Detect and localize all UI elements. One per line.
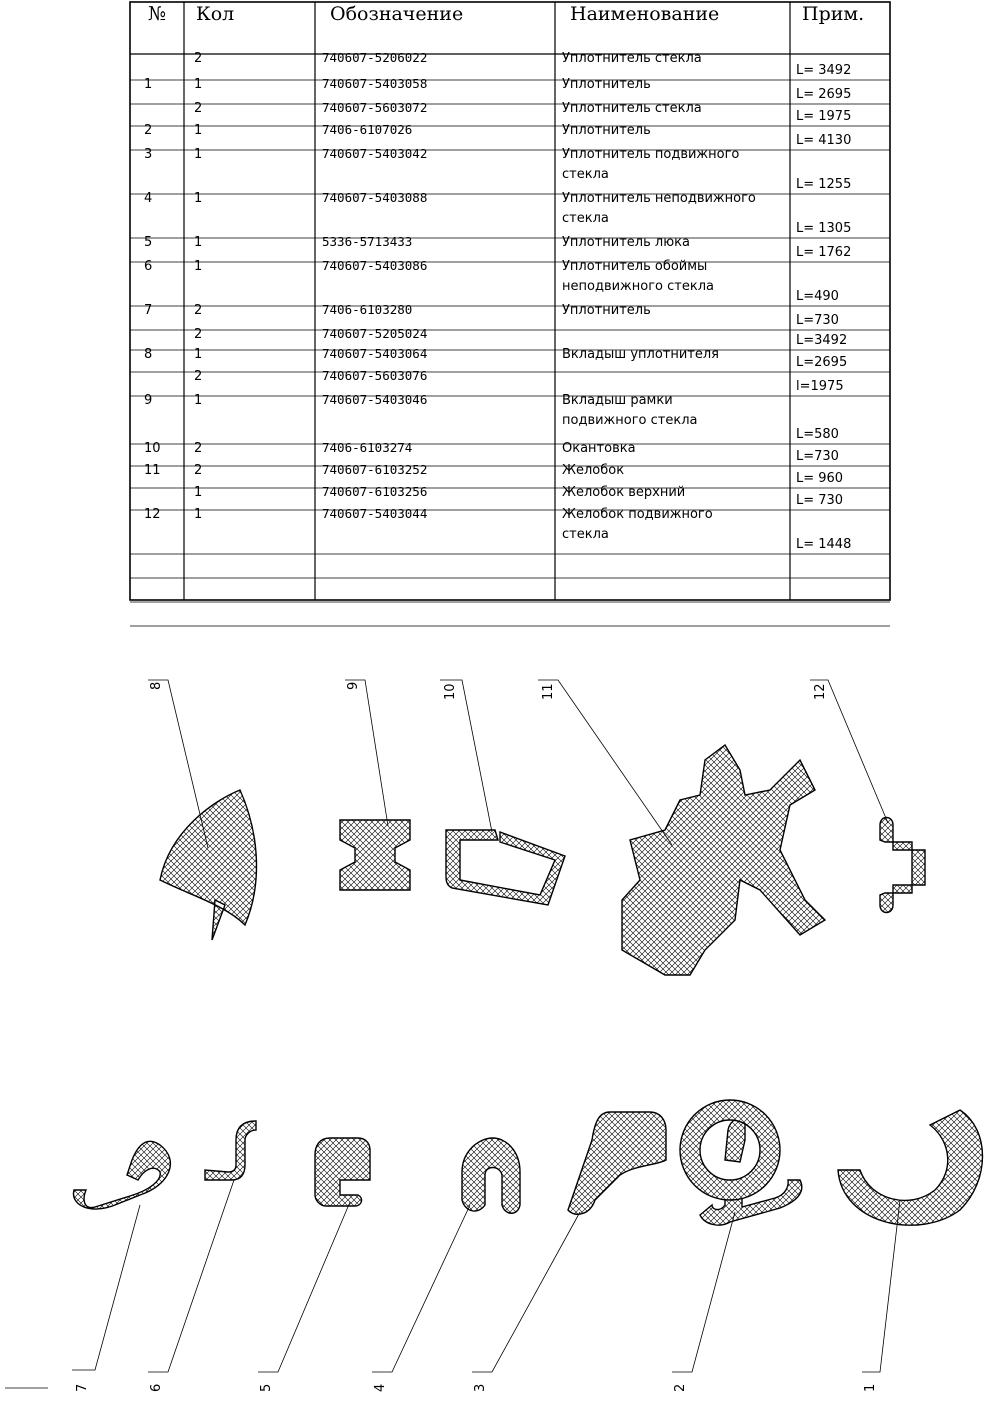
row-2-designation: 740607-5603072 <box>322 100 428 115</box>
row-13-qty: 2 <box>194 441 203 456</box>
row-5-name-0: Уплотнитель неподвижного <box>562 191 756 206</box>
profile-9-shape <box>340 820 410 890</box>
row-7-qty: 1 <box>194 259 203 274</box>
row-15-designation: 740607-6103256 <box>322 484 428 499</box>
callout-11: 11 <box>541 683 556 700</box>
row-6-note: L= 1762 <box>796 245 852 260</box>
row-3-no: 2 <box>144 123 153 138</box>
row-4-name-1: стекла <box>562 167 609 182</box>
callout-12: 12 <box>813 683 828 700</box>
leader-lines <box>5 680 900 1388</box>
row-1-no: 1 <box>144 77 153 92</box>
profile-1-shape <box>838 1110 983 1225</box>
row-10-note: L=2695 <box>796 355 848 370</box>
row-15-qty: 1 <box>194 485 203 500</box>
row-11-note: l=1975 <box>796 379 844 394</box>
row-1-qty: 1 <box>194 77 203 92</box>
row-10-no: 8 <box>144 347 153 362</box>
row-9-designation: 740607-5205024 <box>322 326 428 341</box>
callout-1: 1 <box>863 1383 878 1392</box>
row-7-no: 6 <box>144 259 153 274</box>
row-14-no: 11 <box>144 463 161 478</box>
row-8-qty: 2 <box>194 303 203 318</box>
row-3-designation: 7406-6107026 <box>322 122 413 137</box>
row-5-note: L= 1305 <box>796 221 852 236</box>
row-14-name-0: Желобок <box>562 463 625 478</box>
header-designation: Обозначение <box>330 3 464 25</box>
header-no: № <box>148 3 166 25</box>
row-13-no: 10 <box>144 441 161 456</box>
row-1-name-0: Уплотнитель <box>562 77 651 92</box>
profiles <box>73 745 982 1225</box>
row-12-name-0: Вкладыш рамки <box>562 393 673 408</box>
profile-11-shape <box>622 745 825 975</box>
row-9-note: L=3492 <box>796 333 848 348</box>
row-6-no: 5 <box>144 235 153 250</box>
row-12-note: L=580 <box>796 427 839 442</box>
row-6-name-0: Уплотнитель люка <box>562 235 690 250</box>
callout-6: 6 <box>149 1383 164 1392</box>
row-9-qty: 2 <box>194 327 203 342</box>
row-0-qty: 2 <box>194 51 203 66</box>
callout-10: 10 <box>443 683 458 700</box>
profile-4-shape <box>462 1138 520 1213</box>
header-name: Наименование <box>570 3 720 25</box>
row-4-designation: 740607-5403042 <box>322 146 428 161</box>
row-16-qty: 1 <box>194 507 203 522</box>
row-2-note: L= 1975 <box>796 109 852 124</box>
row-5-no: 4 <box>144 191 153 206</box>
row-16-note: L= 1448 <box>796 537 852 552</box>
row-12-designation: 740607-5403046 <box>322 392 428 407</box>
row-0-designation: 740607-5206022 <box>322 50 428 65</box>
row-0-name-0: Уплотнитель стекла <box>562 51 702 66</box>
row-4-no: 3 <box>144 147 153 162</box>
callout-8: 8 <box>149 681 164 690</box>
callout-4: 4 <box>373 1383 388 1392</box>
row-6-designation: 5336-5713433 <box>322 234 413 249</box>
row-0-note: L= 3492 <box>796 63 852 78</box>
row-14-qty: 2 <box>194 463 203 478</box>
row-12-qty: 1 <box>194 393 203 408</box>
profile-5-shape <box>315 1138 370 1206</box>
row-15-note: L= 730 <box>796 493 844 508</box>
callout-9: 9 <box>346 681 361 690</box>
row-4-qty: 1 <box>194 147 203 162</box>
row-10-designation: 740607-5403064 <box>322 346 428 361</box>
callouts <box>75 682 878 1392</box>
profile-10-shape <box>446 830 565 905</box>
row-1-note: L= 2695 <box>796 87 852 102</box>
row-16-name-1: стекла <box>562 527 609 542</box>
row-4-name-0: Уплотнитель подвижного <box>562 147 740 162</box>
callout-7: 7 <box>75 1383 90 1392</box>
row-8-designation: 7406-6103280 <box>322 302 413 317</box>
callout-3: 3 <box>473 1383 488 1392</box>
row-6-qty: 1 <box>194 235 203 250</box>
row-16-name-0: Желобок подвижного <box>562 507 713 522</box>
row-13-designation: 7406-6103274 <box>322 440 413 455</box>
row-16-no: 12 <box>144 507 161 522</box>
row-2-qty: 2 <box>194 101 203 116</box>
row-1-designation: 740607-5403058 <box>322 76 428 91</box>
row-16-designation: 740607-5403044 <box>322 506 428 521</box>
row-14-note: L= 960 <box>796 471 844 486</box>
row-3-name-0: Уплотнитель <box>562 123 651 138</box>
row-5-qty: 1 <box>194 191 203 206</box>
row-5-name-1: стекла <box>562 211 609 226</box>
profile-12-shape <box>880 818 925 913</box>
header-qty: Кол <box>196 3 235 25</box>
row-10-qty: 1 <box>194 347 203 362</box>
row-8-name-0: Уплотнитель <box>562 303 651 318</box>
row-7-name-0: Уплотнитель обоймы <box>562 259 708 274</box>
row-7-name-1: неподвижного стекла <box>562 279 714 294</box>
row-4-note: L= 1255 <box>796 177 852 192</box>
row-3-note: L= 4130 <box>796 133 852 148</box>
row-8-no: 7 <box>144 303 153 318</box>
profile-6-shape <box>205 1121 256 1180</box>
row-15-name-0: Желобок верхний <box>562 485 686 500</box>
row-7-note: L=490 <box>796 289 839 304</box>
row-12-name-1: подвижного стекла <box>562 413 698 428</box>
specification-table <box>130 2 890 626</box>
row-11-qty: 2 <box>194 369 203 384</box>
callout-2: 2 <box>673 1383 688 1392</box>
row-13-note: L=730 <box>796 449 839 464</box>
row-2-name-0: Уплотнитель стекла <box>562 101 702 116</box>
row-8-note: L=730 <box>796 313 839 328</box>
header-note: Прим. <box>802 3 865 25</box>
callout-5: 5 <box>259 1383 274 1392</box>
row-7-designation: 740607-5403086 <box>322 258 428 273</box>
row-12-no: 9 <box>144 393 153 408</box>
row-14-designation: 740607-6103252 <box>322 462 428 477</box>
row-13-name-0: Окантовка <box>562 441 636 456</box>
row-5-designation: 740607-5403088 <box>322 190 428 205</box>
profile-3-shape <box>568 1112 666 1214</box>
profile-8-shape <box>160 790 256 940</box>
row-3-qty: 1 <box>194 123 203 138</box>
row-10-name-0: Вкладыш уплотнителя <box>562 347 720 362</box>
row-11-designation: 740607-5603076 <box>322 368 428 383</box>
profile-7-shape <box>73 1141 170 1209</box>
